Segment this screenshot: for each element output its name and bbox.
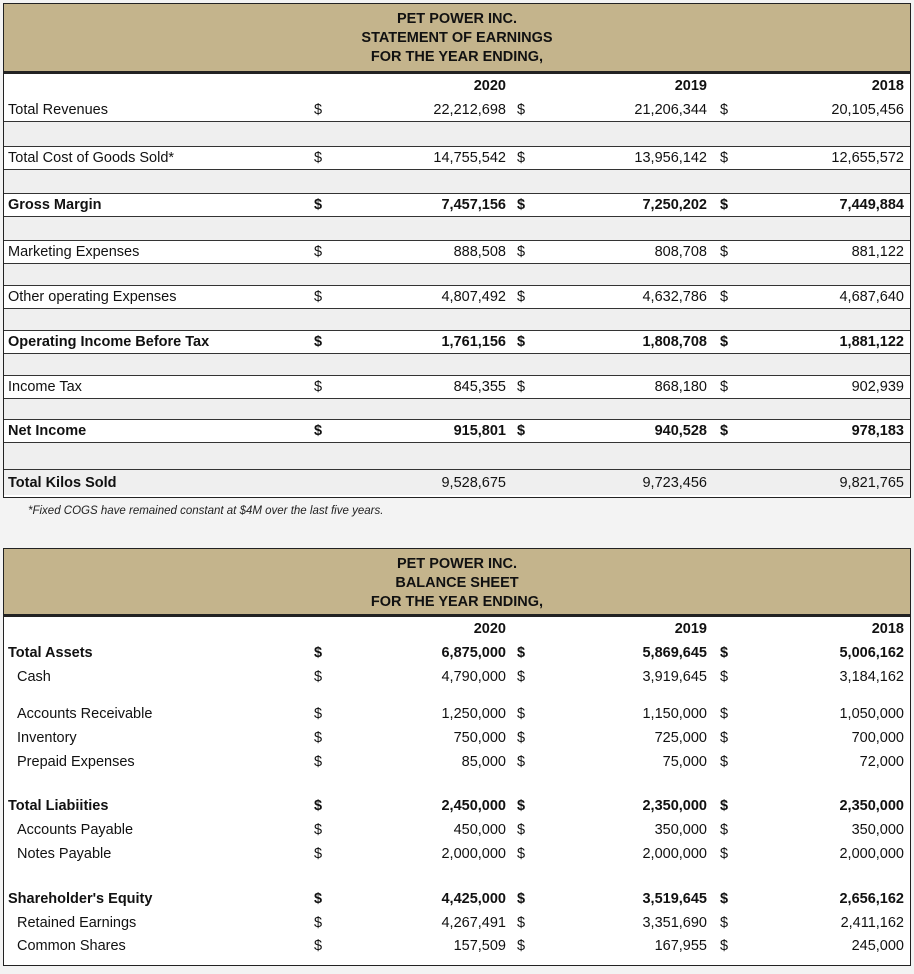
currency-symbol: $: [720, 669, 729, 685]
currency-symbol: $: [517, 379, 526, 395]
value-2018: 4,687,640: [839, 289, 904, 305]
value-2019: 21,206,344: [634, 101, 707, 118]
currency-symbol: $: [517, 706, 526, 722]
currency-symbol: $: [720, 244, 729, 260]
currency-symbol: $: [314, 379, 323, 395]
value-2020: 14,755,542: [433, 150, 506, 166]
currency-symbol: $: [517, 150, 526, 166]
value-2019: 3,519,645: [642, 891, 707, 907]
value-2019: 1,150,000: [642, 706, 707, 722]
row-label: Notes Payable: [17, 846, 112, 862]
value-2019: 13,956,142: [634, 150, 707, 166]
currency-symbol: $: [720, 423, 729, 439]
currency-symbol: $: [517, 334, 526, 350]
value-2019: 725,000: [654, 730, 707, 746]
value-2018: 12,655,572: [831, 150, 904, 166]
value-2018: 9,821,765: [839, 474, 904, 491]
row-retained-earnings: [4, 911, 910, 934]
row-notes-payable: [4, 842, 910, 866]
currency-symbol: $: [720, 914, 729, 931]
currency-symbol: $: [517, 244, 526, 260]
year-2020: 2020: [473, 621, 506, 637]
row-total-liabilities: [4, 794, 910, 818]
currency-symbol: $: [720, 334, 729, 350]
currency-symbol: $: [314, 244, 323, 260]
period-title: FOR THE YEAR ENDING,: [370, 594, 544, 610]
row-label: Total Revenues: [8, 101, 108, 118]
currency-symbol: $: [314, 150, 323, 166]
value-2020: 888,508: [453, 244, 506, 260]
value-2018: 3,184,162: [839, 669, 904, 685]
value-2018: 1,881,122: [839, 334, 904, 350]
currency-symbol: $: [517, 423, 526, 439]
value-2020: 750,000: [453, 730, 506, 746]
balance-header: [4, 549, 910, 617]
currency-symbol: $: [517, 798, 526, 814]
row-label: Cash: [17, 669, 51, 685]
row-total-cogs: [4, 146, 910, 170]
currency-symbol: $: [517, 846, 526, 862]
currency-symbol: $: [517, 669, 526, 685]
year-2018: 2018: [871, 621, 904, 637]
currency-symbol: $: [720, 754, 729, 770]
value-2018: 1,050,000: [839, 706, 904, 722]
value-2018: 7,449,884: [839, 197, 904, 213]
year-2019: 2019: [674, 621, 707, 637]
row-label: Total Liabiities: [8, 798, 109, 814]
row-gross-margin: [4, 193, 910, 217]
year-header-row: [4, 617, 910, 641]
currency-symbol: $: [720, 730, 729, 746]
currency-symbol: $: [517, 730, 526, 746]
year-2018: 2018: [871, 78, 904, 94]
currency-symbol: $: [314, 101, 323, 118]
row-accounts-payable: [4, 818, 910, 842]
currency-symbol: $: [314, 891, 323, 907]
spacer-row: [4, 309, 910, 330]
value-2020: 4,425,000: [441, 891, 506, 907]
spacer-row: [4, 264, 910, 285]
value-2019: 7,250,202: [642, 197, 707, 213]
row-label: Other operating Expenses: [8, 289, 177, 305]
value-2020: 4,807,492: [441, 289, 506, 305]
value-2019: 940,528: [654, 423, 707, 439]
currency-symbol: $: [314, 798, 323, 814]
row-other-operating-expenses: [4, 285, 910, 309]
row-label: Marketing Expenses: [8, 244, 140, 260]
value-2019: 3,919,645: [642, 669, 707, 685]
company-name: PET POWER INC.: [396, 556, 518, 572]
value-2020: 4,790,000: [441, 669, 506, 685]
value-2020: 2,000,000: [441, 846, 506, 862]
currency-symbol: $: [517, 937, 526, 954]
currency-symbol: $: [517, 822, 526, 838]
value-2020: 1,761,156: [441, 334, 506, 350]
value-2019: 167,955: [654, 937, 707, 954]
spacer-row: [4, 774, 910, 794]
currency-symbol: $: [517, 914, 526, 931]
balance-sheet: [3, 548, 911, 966]
currency-symbol: $: [720, 822, 729, 838]
period-title: FOR THE YEAR ENDING,: [370, 49, 544, 65]
currency-symbol: $: [314, 822, 323, 838]
value-2019: 2,350,000: [642, 798, 707, 814]
row-accounts-receivable: [4, 702, 910, 726]
currency-symbol: $: [720, 289, 729, 305]
value-2018: 978,183: [851, 423, 904, 439]
currency-symbol: $: [517, 645, 526, 661]
currency-symbol: $: [720, 101, 729, 118]
spacer-row: [4, 866, 910, 887]
value-2018: 902,939: [851, 379, 904, 395]
row-label: Net Income: [8, 423, 87, 439]
cogs-footnote: *Fixed COGS have remained constant at $4M over the last five years.: [28, 505, 384, 517]
currency-symbol: $: [314, 645, 323, 661]
value-2018: 2,656,162: [839, 891, 904, 907]
currency-symbol: $: [720, 379, 729, 395]
value-2019: 75,000: [662, 754, 707, 770]
spacer-row: [4, 354, 910, 375]
row-label: Total Cost of Goods Sold*: [8, 150, 175, 166]
value-2019: 2,000,000: [642, 846, 707, 862]
value-2020: 2,450,000: [441, 798, 506, 814]
row-label: Accounts Receivable: [17, 706, 153, 722]
row-common-shares: [4, 934, 910, 957]
spacer-row: [4, 217, 910, 240]
currency-symbol: $: [314, 334, 323, 350]
value-2020: 9,528,675: [441, 474, 506, 491]
currency-symbol: $: [314, 289, 323, 305]
value-2020: 7,457,156: [441, 197, 506, 213]
currency-symbol: $: [517, 289, 526, 305]
currency-symbol: $: [517, 754, 526, 770]
year-2020: 2020: [473, 78, 506, 94]
value-2019: 9,723,456: [642, 474, 707, 491]
value-2019: 4,632,786: [642, 289, 707, 305]
row-income-tax: [4, 375, 910, 399]
value-2020: 1,250,000: [441, 706, 506, 722]
year-header-row: [4, 74, 910, 98]
statement-of-earnings: [3, 3, 911, 498]
value-2019: 5,869,645: [642, 645, 707, 661]
currency-symbol: $: [314, 730, 323, 746]
row-prepaid-expenses: [4, 750, 910, 774]
value-2019: 350,000: [654, 822, 707, 838]
row-marketing-expenses: [4, 240, 910, 264]
currency-symbol: $: [720, 937, 729, 954]
value-2018: 2,000,000: [839, 846, 904, 862]
row-label: Operating Income Before Tax: [8, 334, 210, 350]
value-2018: 2,411,162: [840, 914, 904, 931]
value-2020: 845,355: [453, 379, 506, 395]
row-label: Total Assets: [8, 645, 93, 661]
row-label: Common Shares: [17, 937, 126, 954]
spacer-row: [4, 689, 910, 702]
currency-symbol: $: [314, 914, 323, 931]
statement-title: BALANCE SHEET: [395, 575, 519, 591]
value-2020: 915,801: [453, 423, 506, 439]
value-2020: 157,509: [453, 937, 506, 954]
row-label: Gross Margin: [8, 197, 102, 213]
currency-symbol: $: [720, 197, 729, 213]
value-2020: 4,267,491: [441, 914, 506, 931]
currency-symbol: $: [314, 669, 323, 685]
currency-symbol: $: [720, 846, 729, 862]
currency-symbol: $: [517, 101, 526, 118]
row-label: Prepaid Expenses: [17, 754, 135, 770]
spacer-row: [4, 170, 910, 193]
value-2019: 1,808,708: [642, 334, 707, 350]
spacer-row: [4, 443, 910, 469]
row-label: Shareholder's Equity: [8, 891, 153, 907]
row-label: Accounts Payable: [17, 822, 134, 838]
row-total-revenues: [4, 98, 910, 122]
row-label: Total Kilos Sold: [8, 474, 117, 491]
value-2018: 350,000: [851, 822, 904, 838]
row-label: Income Tax: [8, 379, 82, 395]
currency-symbol: $: [314, 937, 323, 954]
currency-symbol: $: [517, 197, 526, 213]
currency-symbol: $: [720, 891, 729, 907]
currency-symbol: $: [720, 150, 729, 166]
value-2019: 808,708: [654, 244, 707, 260]
value-2018: 72,000: [859, 754, 904, 770]
value-2020: 6,875,000: [441, 645, 506, 661]
value-2018: 2,350,000: [839, 798, 904, 814]
row-inventory: [4, 726, 910, 750]
value-2018: 881,122: [851, 244, 904, 260]
row-shareholders-equity: [4, 887, 910, 911]
currency-symbol: $: [314, 706, 323, 722]
row-total-kilos-sold: [4, 469, 910, 495]
company-name: PET POWER INC.: [396, 11, 518, 27]
year-2019: 2019: [674, 78, 707, 94]
currency-symbol: $: [720, 798, 729, 814]
currency-symbol: $: [314, 846, 323, 862]
row-label: Retained Earnings: [17, 914, 137, 931]
currency-symbol: $: [720, 706, 729, 722]
row-operating-income: [4, 330, 910, 354]
currency-symbol: $: [517, 891, 526, 907]
row-cash: [4, 665, 910, 689]
row-net-income: [4, 419, 910, 443]
spacer-row: [4, 122, 910, 146]
currency-symbol: $: [314, 754, 323, 770]
value-2020: 22,212,698: [433, 101, 506, 118]
spacer-row: [4, 399, 910, 419]
value-2018: 700,000: [851, 730, 904, 746]
earnings-header: [4, 4, 910, 74]
row-total-assets: [4, 641, 910, 665]
currency-symbol: $: [720, 645, 729, 661]
value-2018: 5,006,162: [839, 645, 904, 661]
value-2020: 450,000: [453, 822, 506, 838]
value-2019: 3,351,690: [642, 914, 707, 931]
value-2019: 868,180: [654, 379, 707, 395]
value-2018: 245,000: [851, 937, 904, 954]
currency-symbol: $: [314, 197, 323, 213]
row-label: Inventory: [17, 730, 77, 746]
value-2018: 20,105,456: [831, 101, 904, 118]
currency-symbol: $: [314, 423, 323, 439]
value-2020: 85,000: [461, 754, 506, 770]
statement-title: STATEMENT OF EARNINGS: [361, 30, 553, 46]
